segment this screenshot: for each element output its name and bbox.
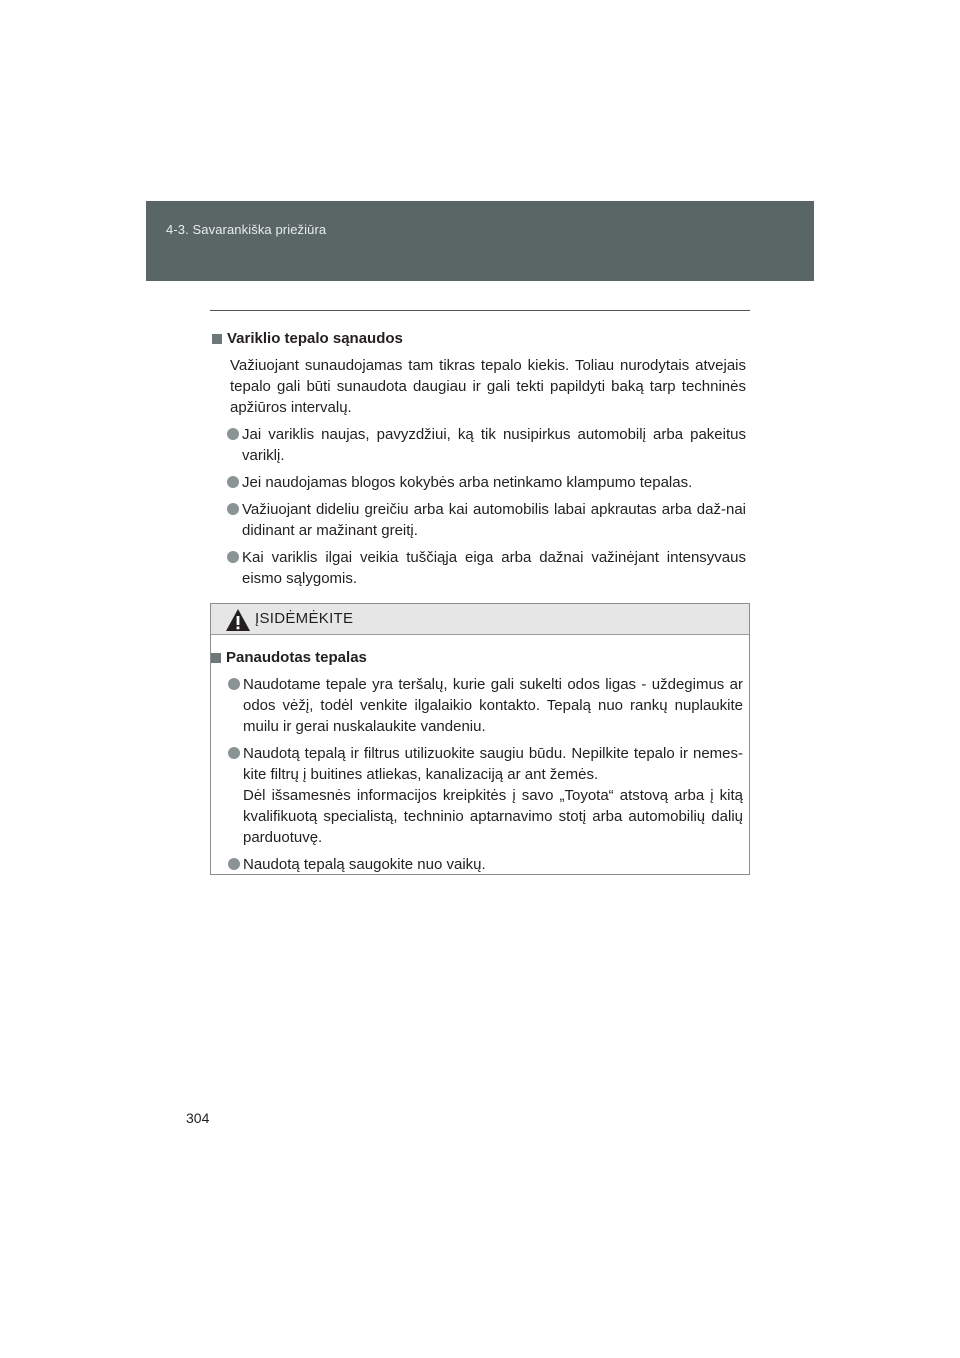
chapter-header (146, 201, 814, 281)
notice-label: ĮSIDĖMĖKITE (255, 610, 354, 627)
warning-triangle-icon (225, 608, 251, 632)
circle-bullet-icon (227, 428, 239, 440)
list-item: Kai variklis ilgai veikia tuščiąja eiga arba dažnai važinėjant intensyvaus eismo sąlygomis. (212, 547, 746, 589)
circle-bullet-icon (228, 858, 240, 870)
list-item: Važiuojant dideliu greičiu arba kai automobilis labai apkrautas arba daž-nai didinant ar mažinant greitį. (212, 499, 746, 541)
section-divider (210, 310, 750, 311)
list-item: Naudotą tepalą ir filtrus utilizuokite saugiu būdu. Nepilkite tepalo ir nemes-kite filtrų į buitines atliekas, kanalizaciją ar ant žemės. Dėl išsamesnės informacijos kreipkitės į savo „Toyota“ atstovą arba į kitą kvalifikuotą specialistą, techninio aptarnavimo stotį arba automobilių dalių parduotuvę. (211, 743, 743, 848)
circle-bullet-icon (227, 503, 239, 515)
square-bullet-icon (212, 334, 222, 344)
circle-bullet-icon (227, 551, 239, 563)
section-intro: Važiuojant sunaudojamas tam tikras tepalo kiekis. Toliau nurodytais atvejais tepalo gali būti sunaudota daugiau ir gali tekti papildyti baką tarp techninės apžiūros intervalų. (230, 357, 746, 416)
list-item: Naudotame tepale yra teršalų, kurie gali sukelti odos ligas - uždegimus ar odos vėžį, todėl venkite ilgalaikio kontakto. Tepalą nuo rankų nuplaukite muilu ir gerai nuskalaukite vandeniu. (211, 674, 743, 737)
oil-consumption-section (212, 328, 746, 589)
list-item: Jai variklis naujas, pavyzdžiui, ką tik nusipirkus automobilį arba pakeitus variklį. (212, 424, 746, 466)
section-bullet-list (212, 424, 746, 589)
list-item: Jei naudojamas blogos kokybės arba netinkamo klampumo tepalas. (212, 472, 746, 493)
section-heading (212, 328, 746, 349)
notice-body (211, 635, 749, 875)
notice-header (211, 604, 749, 635)
chapter-label: 4-3. Savarankiška priežiūra (166, 222, 327, 237)
notice-title: Panaudotas tepalas (226, 649, 367, 666)
section-title: Variklio tepalo sąnaudos (227, 330, 403, 347)
notice-heading (211, 647, 743, 668)
notice-box (210, 603, 750, 875)
notice-bullet-list (211, 674, 743, 875)
circle-bullet-icon (227, 476, 239, 488)
list-item: Naudotą tepalą saugokite nuo vaikų. (211, 854, 743, 875)
page-number: 304 (186, 1110, 210, 1126)
circle-bullet-icon (228, 678, 240, 690)
square-bullet-icon (211, 653, 221, 663)
circle-bullet-icon (228, 747, 240, 759)
